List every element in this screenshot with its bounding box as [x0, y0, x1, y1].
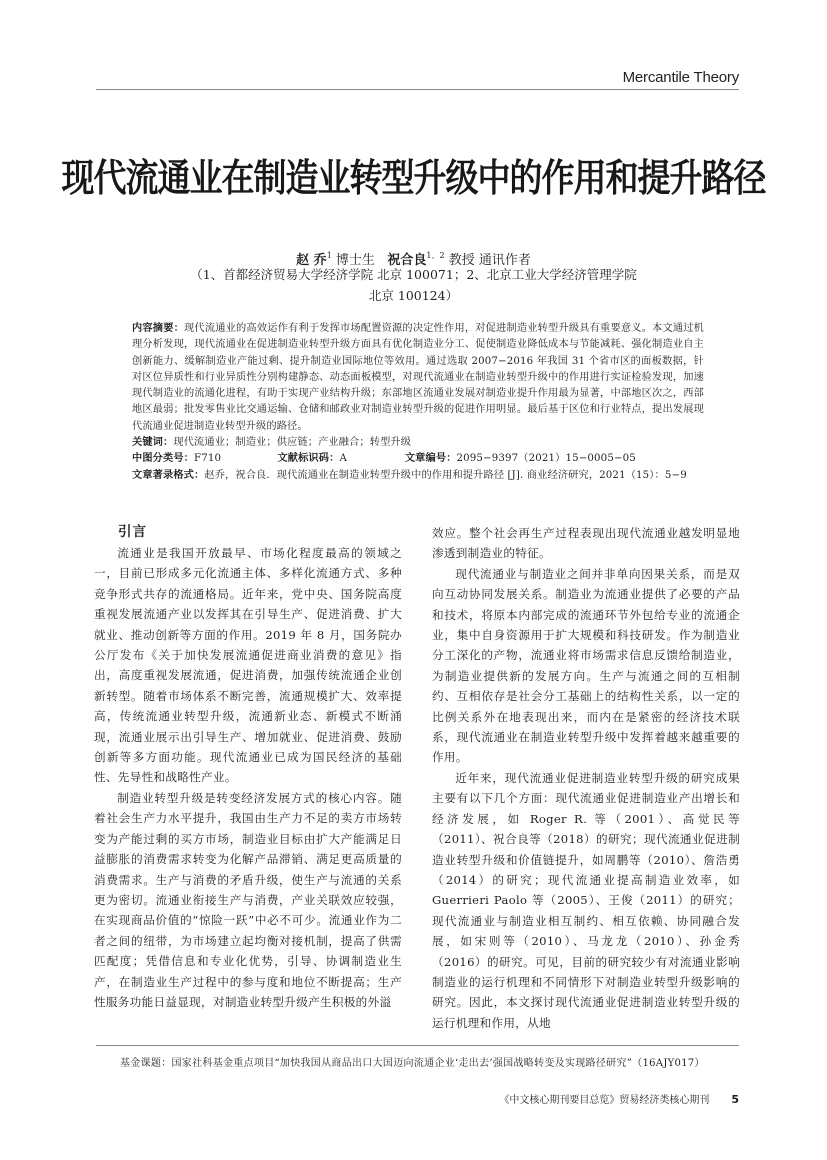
doc-code-label: 文献标识码：: [277, 453, 340, 465]
author-2-role: 教授 通讯作者: [448, 253, 531, 268]
keywords: [132, 435, 704, 451]
abstract-text: 现代流通业的高效运作有利于发挥市场配置资源的决定性作用，对促进制造业转型升级具有重要意义。本文通过机理分析发现，现代流通业在促进制造业转型升级方面具有优化制造业分工、促使制造业降低成本与节能减耗、强化制造业自主创新能力、缓解制造业产能过剩、提升制造业国际地位等效用。通过选取 2007−2016 年我国 31 个省市区的面板数据，针对区位异质性和行业异质性分别构建静态、动态面板模型，对现代流通业在制造业转型升级中的作用进行实证检验发现，加速现代制造业的流通化进程，有助于实现产业结构升级；东部地区流通业发展对制造业提升作用最为显著，中部地区次之，西部地区最弱；批发零售业比交通运输、仓储和邮政业对制造业转型升级的促进作用明显。最后基于区位和行业特点，提出发展现代流通业促进制造业转型升级的路径。: [132, 323, 705, 432]
classification-row: [132, 451, 704, 467]
body-paragraph: 流通业是我国开放最早、市场化程度最高的领域之一，目前已形成多元化流通主体、多样化流通方式、多种竞争形式共存的流通格局。近年来，党中央、国务院高度重视发展流通产业以发挥其在引导生产、促进消费、扩大就业、推动创新等方面的作用。2019 年 8 月，国务院办公厅发布《关于加快发展流通促进商业消费的意见》指出，高度重视发展流通，促进消费，加强传统流通企业创新转型。随着市场体系不断完善，流通规模扩大、效率提高，传统流通业转型升级，流通新业态、新模式不断涌现，流通业展示出引导生产、增加就业、促进消费、鼓励创新等多方面功能。现代流通业已成为国民经济的基础性、先导性和战略性产业。: [94, 546, 402, 785]
doc-code-value: A: [339, 453, 347, 465]
keywords-text: 现代流通业；制造业；供应链；产业融合；转型升级: [173, 437, 412, 449]
right-column: [432, 523, 740, 1033]
body-paragraph: 现代流通业与制造业之间并非单向因果关系，而是双向互动协同发展关系。制造业为流通业提供了必要的产品和技术，将原本内部完成的流通环节外包给专业的流通企业，集中自身资源用于扩大规模和科技研发。作为制造业分工深化的产物，流通业将市场需求信息反馈给制造业，为制造业提供新的发展方向。生产与流通之间的互相制约、互相依存是社会分工基础上的结构性关系，以一定的比例关系外在地表现出来，而内在是紧密的经济技术联系，现代流通业在制造业转型升级中发挥着越来越重要的作用。: [432, 566, 740, 765]
affiliation-line-2: 北京 100124）: [368, 288, 459, 303]
author-2-sup: 1、2: [426, 251, 445, 260]
left-column: [94, 523, 402, 1012]
page-number: 5: [731, 1093, 739, 1106]
abstract-label: 内容摘要：: [132, 323, 185, 334]
citation-label: 文章著录格式：: [132, 469, 205, 481]
journal-note: 《中文核心期刊要目总览》贸易经济类核心期刊: [499, 1095, 710, 1106]
fund-note: 基金课题：国家社科基金重点项目“加快我国从商品出口大国迈向流通企业‘走出去’强国战略转变及实现路径研究”（16AJY017）: [120, 1058, 705, 1069]
author-1-name: 赵 乔: [296, 253, 327, 268]
affiliation-line-1: （1、首都经济贸易大学经济学院 北京 100071；2、北京工业大学经济管理学院: [190, 267, 637, 282]
clc-value: F710: [194, 453, 222, 465]
footnote-rule: [96, 1045, 739, 1046]
author-1-sup: 1: [326, 251, 332, 260]
abstract-block: [132, 321, 704, 484]
citation: [132, 468, 704, 484]
section-label: Mercantile Theory: [622, 69, 739, 86]
body-paragraph: 制造业转型升级是转变经济发展方式的核心内容。随着社会生产力水平提升，我国由生产力不足的卖方市场转变为产能过剩的买方市场，制造业目标由扩大产能满足日益膨胀的消费需求转变为化解产品滞销、满足更高质量的消费需求。生产与消费的矛盾升级，使生产与流通的关系更为密切。流通业衔接生产与消费，产业关联效应较强，在实现商品价值的“惊险一跃”中必不可少。流通业作为二者之间的纽带，为市场建立起均衡对接机制，提高了供需匹配度；凭借信息和专业化优势，引导、协调制造业生产，在制造业生产过程中的参与度和地位不断提高；生产性服务功能日益显现，对制造业转型升级产生积极的外溢: [94, 790, 402, 1009]
header-rule: [96, 89, 739, 90]
article-no-value: 2095−9397（2021）15−0005−05: [456, 453, 636, 465]
article-title: 现代流通业在制造业转型升级中的作用和提升路径: [61, 155, 766, 201]
body-paragraph-continued: 效应。整个社会再生产过程表现出现代流通业越发明显地渗透到制造业的特征。: [432, 526, 740, 561]
citation-text: 赵乔，祝合良．现代流通业在制造业转型升级中的作用和提升路径 [J]. 商业经济研究，2021（15）：5−9: [204, 469, 687, 481]
section-heading-introduction: 引言: [118, 524, 147, 540]
page-footer: [499, 1091, 739, 1106]
keywords-label: 关键词：: [132, 437, 174, 449]
clc-label: 中图分类号：: [132, 453, 195, 465]
article-no-label: 文章编号：: [404, 453, 457, 465]
author-2-name: 祝合良: [387, 253, 427, 268]
abstract: [132, 321, 704, 435]
body-paragraph: 近年来，现代流通业促进制造业转型升级的研究成果主要有以下几个方面：现代流通业促进制造业产出增长和经济发展，如 Roger R. 等（2001）、高觉民等（2011）、祝合良等（2018）的研究；现代流通业促进制造业转型升级和价值链提升，如周鹏等（2010）、詹浩勇（2014）的研究；现代流通业提高制造业效率，如 Guerrieri Paolo 等（2005）、王俊（2011）的研究；现代流通业与制造业相互制约、相互依赖、协同融合发展，如宋则等（2010）、马龙龙（2010）、孙金秀（2016）的研究。可见，目前的研究较少有对流通业影响制造业的运行机理和不同情形下对制造业转型升级影响的研究。因此，本文探讨现代流通业促进制造业转型升级的运行机理和作用，从地: [432, 770, 740, 1030]
author-1-role: 博士生: [335, 253, 375, 268]
